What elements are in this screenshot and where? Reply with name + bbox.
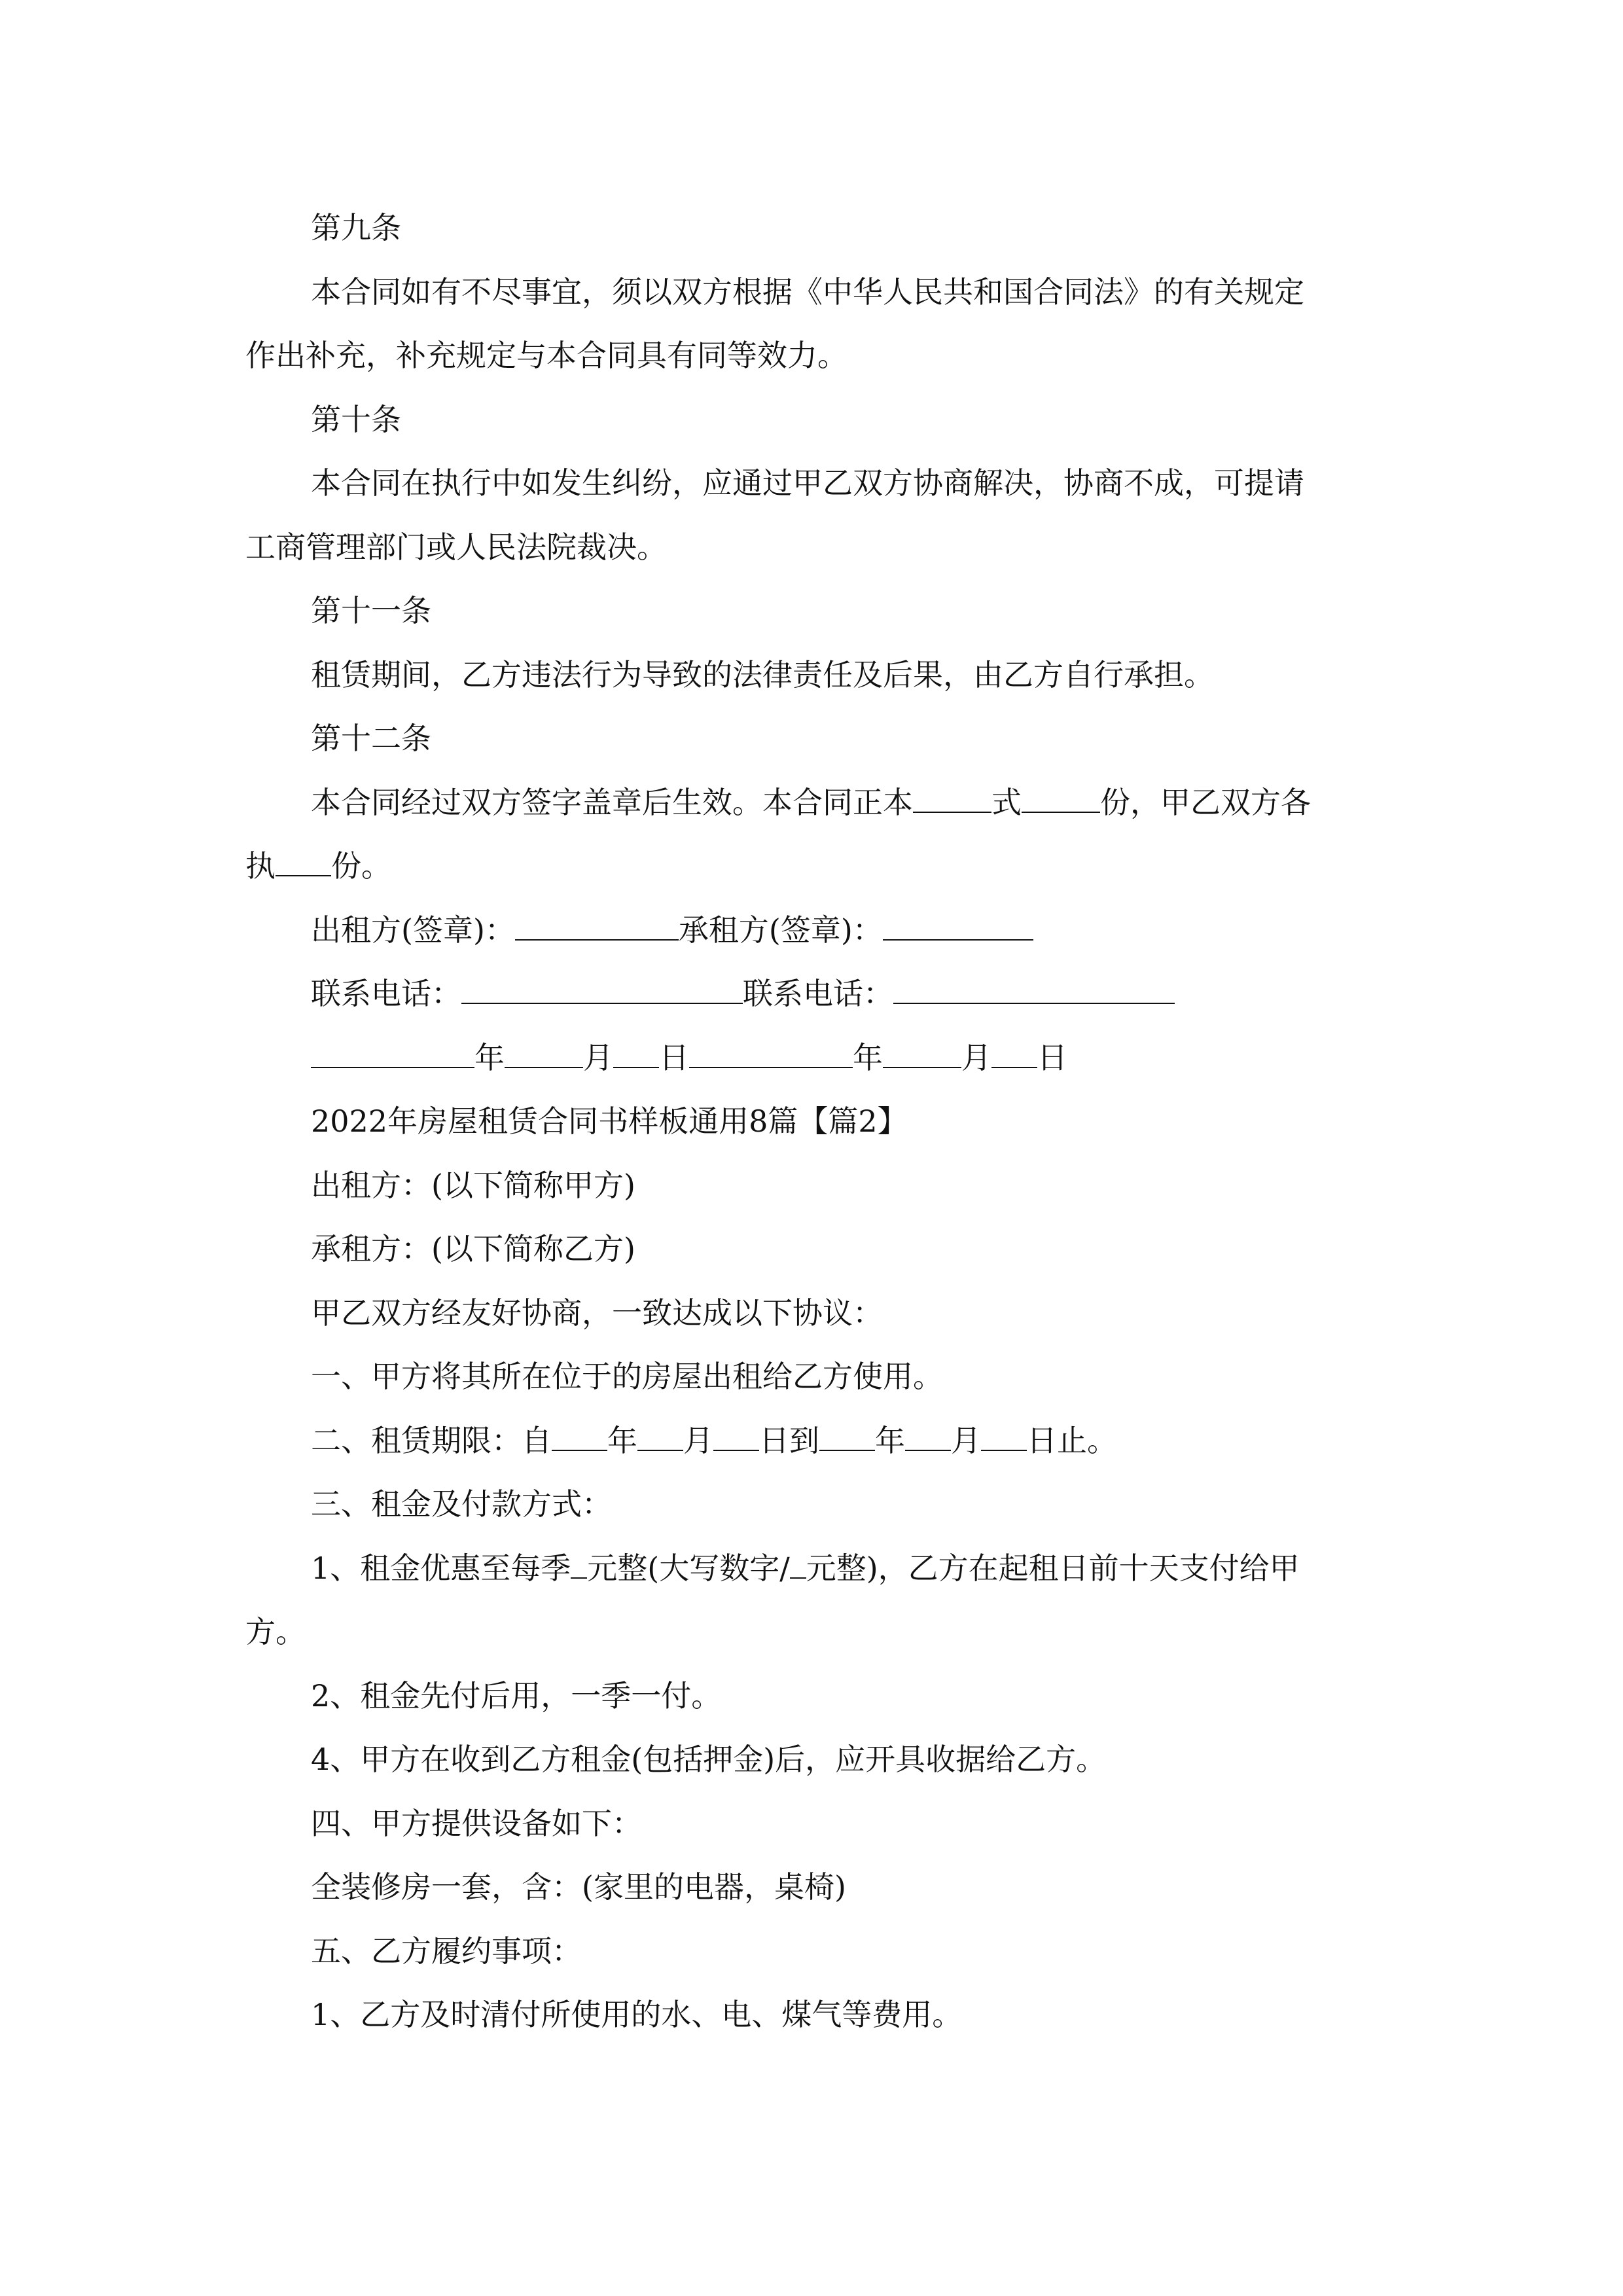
article-10-text-2: 工商管理部门或人民法院裁决。 xyxy=(245,529,667,565)
article-10-heading-text: 第十条 xyxy=(311,401,401,437)
lessee-year-blank xyxy=(689,1041,853,1068)
lessee-day-blank xyxy=(991,1041,1037,1068)
article-10-text-1: 本合同在执行中如发生纠纷，应通过甲乙双方协商解决，协商不成，可提请 xyxy=(311,465,1304,501)
article-12-text-b: 式 xyxy=(991,784,1022,820)
end-day-blank xyxy=(981,1424,1027,1451)
article-12-text-line-2 xyxy=(245,834,1381,899)
section-2-title xyxy=(245,1090,1381,1154)
lessor-month-blank xyxy=(505,1041,583,1068)
document-body xyxy=(245,196,1381,2047)
clause-4-text: 四、甲方提供设备如下： xyxy=(311,1805,642,1841)
clause-3-1-text-a: 1、租金优惠至每季 xyxy=(311,1550,571,1586)
article-11-heading xyxy=(245,579,1381,643)
copies-blank xyxy=(913,785,991,813)
copies-count-blank xyxy=(1022,785,1100,813)
article-9-text-line-1 xyxy=(245,260,1381,325)
article-12-text-c: 份，甲乙双方各 xyxy=(1100,784,1311,820)
phone-line xyxy=(245,962,1381,1026)
article-10-text-line-2 xyxy=(245,516,1381,580)
agreement-intro-text: 甲乙双方经友好协商，一致达成以下协议： xyxy=(311,1295,883,1331)
date-month-label-1: 月 xyxy=(583,1039,613,1075)
lessor-signature-blank xyxy=(515,913,679,941)
article-11-text-1: 租赁期间，乙方违法行为导致的法律责任及后果，由乙方自行承担。 xyxy=(311,656,1214,692)
clause-3-1-text-c: 元整)，乙方在起租日前十天支付给甲 xyxy=(806,1550,1300,1586)
clause-3-4-text: 4、甲方在收到乙方租金(包括押金)后，应开具收据给乙方。 xyxy=(311,1742,1107,1777)
clause-3-4 xyxy=(245,1728,1381,1792)
lessee-month-blank xyxy=(883,1041,961,1068)
clause-5-1 xyxy=(245,1983,1381,2047)
article-12-heading xyxy=(245,707,1381,771)
lessor-line xyxy=(245,1154,1381,1218)
clause-3-text: 三、租金及付款方式： xyxy=(311,1486,612,1522)
clause-3 xyxy=(245,1473,1381,1537)
lessee-phone-label: 联系电话： xyxy=(743,976,893,1011)
clause-2-month-1: 月 xyxy=(683,1422,713,1458)
lessor-line-text: 出租方：(以下简称甲方) xyxy=(311,1167,635,1203)
clause-3-2-text: 2、租金先付后用，一季一付。 xyxy=(311,1677,722,1713)
article-9-text-line-2 xyxy=(245,324,1381,388)
lessor-phone-label: 联系电话： xyxy=(311,976,461,1011)
lessee-line-text: 承租方：(以下简称乙方) xyxy=(311,1231,635,1266)
clause-2-month-2: 月 xyxy=(951,1422,981,1458)
article-10-heading xyxy=(245,388,1381,452)
article-12-heading-text: 第十二条 xyxy=(311,721,431,756)
article-11-text-line-1 xyxy=(245,643,1381,708)
clause-1 xyxy=(245,1345,1381,1409)
article-10-text-line-1 xyxy=(245,452,1381,516)
lessee-signature-label: 承租方(签章)： xyxy=(678,912,883,948)
clause-5 xyxy=(245,1920,1381,1984)
clause-3-1-text-b: 元整(大写数字/ xyxy=(587,1550,790,1586)
clause-2-year-1: 年 xyxy=(607,1422,637,1458)
date-line xyxy=(245,1026,1381,1090)
clause-4-detail-text: 全装修房一套，含：(家里的电器，桌椅) xyxy=(311,1869,846,1905)
clause-3-1-line-1 xyxy=(245,1537,1381,1601)
rent-amount-blank xyxy=(571,1551,587,1579)
lessor-day-blank xyxy=(613,1041,659,1068)
date-day-label-2: 日 xyxy=(1037,1039,1067,1075)
section-2-title-text: 2022年房屋租赁合同书样板通用8篇【篇2】 xyxy=(311,1103,908,1139)
article-12-text-a: 本合同经过双方签字盖章后生效。本合同正本 xyxy=(311,784,913,820)
clause-2-end: 日止。 xyxy=(1027,1422,1117,1458)
article-12-text-d: 执 xyxy=(245,848,276,884)
date-year-label-1: 年 xyxy=(474,1039,505,1075)
lessor-phone-blank xyxy=(461,977,743,1004)
date-day-label-1: 日 xyxy=(659,1039,689,1075)
article-9-text-2: 作出补充，补充规定与本合同具有同等效力。 xyxy=(245,338,847,373)
clause-3-1-text-d: 方。 xyxy=(245,1614,306,1649)
article-12-text-line-1 xyxy=(245,771,1381,835)
lessor-year-blank xyxy=(311,1041,474,1068)
start-year-blank xyxy=(552,1424,607,1451)
signature-line xyxy=(245,899,1381,963)
article-11-heading-text: 第十一条 xyxy=(311,593,431,628)
clause-5-1-text: 1、乙方及时清付所使用的水、电、煤气等费用。 xyxy=(311,1997,963,2032)
clause-1-text: 一、甲方将其所在位于的房屋出租给乙方使用。 xyxy=(311,1359,943,1394)
clause-2-year-2: 年 xyxy=(875,1422,905,1458)
each-copies-blank xyxy=(276,849,331,876)
start-month-blank xyxy=(637,1424,683,1451)
clause-4 xyxy=(245,1792,1381,1856)
clause-2-day-to: 日到 xyxy=(759,1422,819,1458)
clause-2-label: 二、租赁期限：自 xyxy=(311,1422,552,1458)
clause-2 xyxy=(245,1409,1381,1473)
lessee-line xyxy=(245,1217,1381,1282)
lessee-signature-blank xyxy=(883,913,1033,941)
date-month-label-2: 月 xyxy=(961,1039,991,1075)
article-9-text-1: 本合同如有不尽事宜，须以双方根据《中华人民共和国合同法》的有关规定 xyxy=(311,274,1304,310)
article-12-text-e: 份。 xyxy=(331,848,391,884)
rent-capital-blank xyxy=(790,1551,806,1579)
clause-4-detail xyxy=(245,1856,1381,1920)
date-year-label-2: 年 xyxy=(853,1039,883,1075)
clause-3-2 xyxy=(245,1664,1381,1729)
start-day-blank xyxy=(713,1424,759,1451)
article-9-heading xyxy=(245,196,1381,260)
agreement-intro xyxy=(245,1282,1381,1346)
article-9-heading-text: 第九条 xyxy=(311,210,401,245)
clause-3-1-line-2 xyxy=(245,1600,1381,1664)
clause-5-text: 五、乙方履约事项： xyxy=(311,1933,582,1969)
lessee-phone-blank xyxy=(893,977,1175,1004)
lessor-signature-label: 出租方(签章)： xyxy=(311,912,515,948)
end-year-blank xyxy=(819,1424,875,1451)
end-month-blank xyxy=(905,1424,951,1451)
